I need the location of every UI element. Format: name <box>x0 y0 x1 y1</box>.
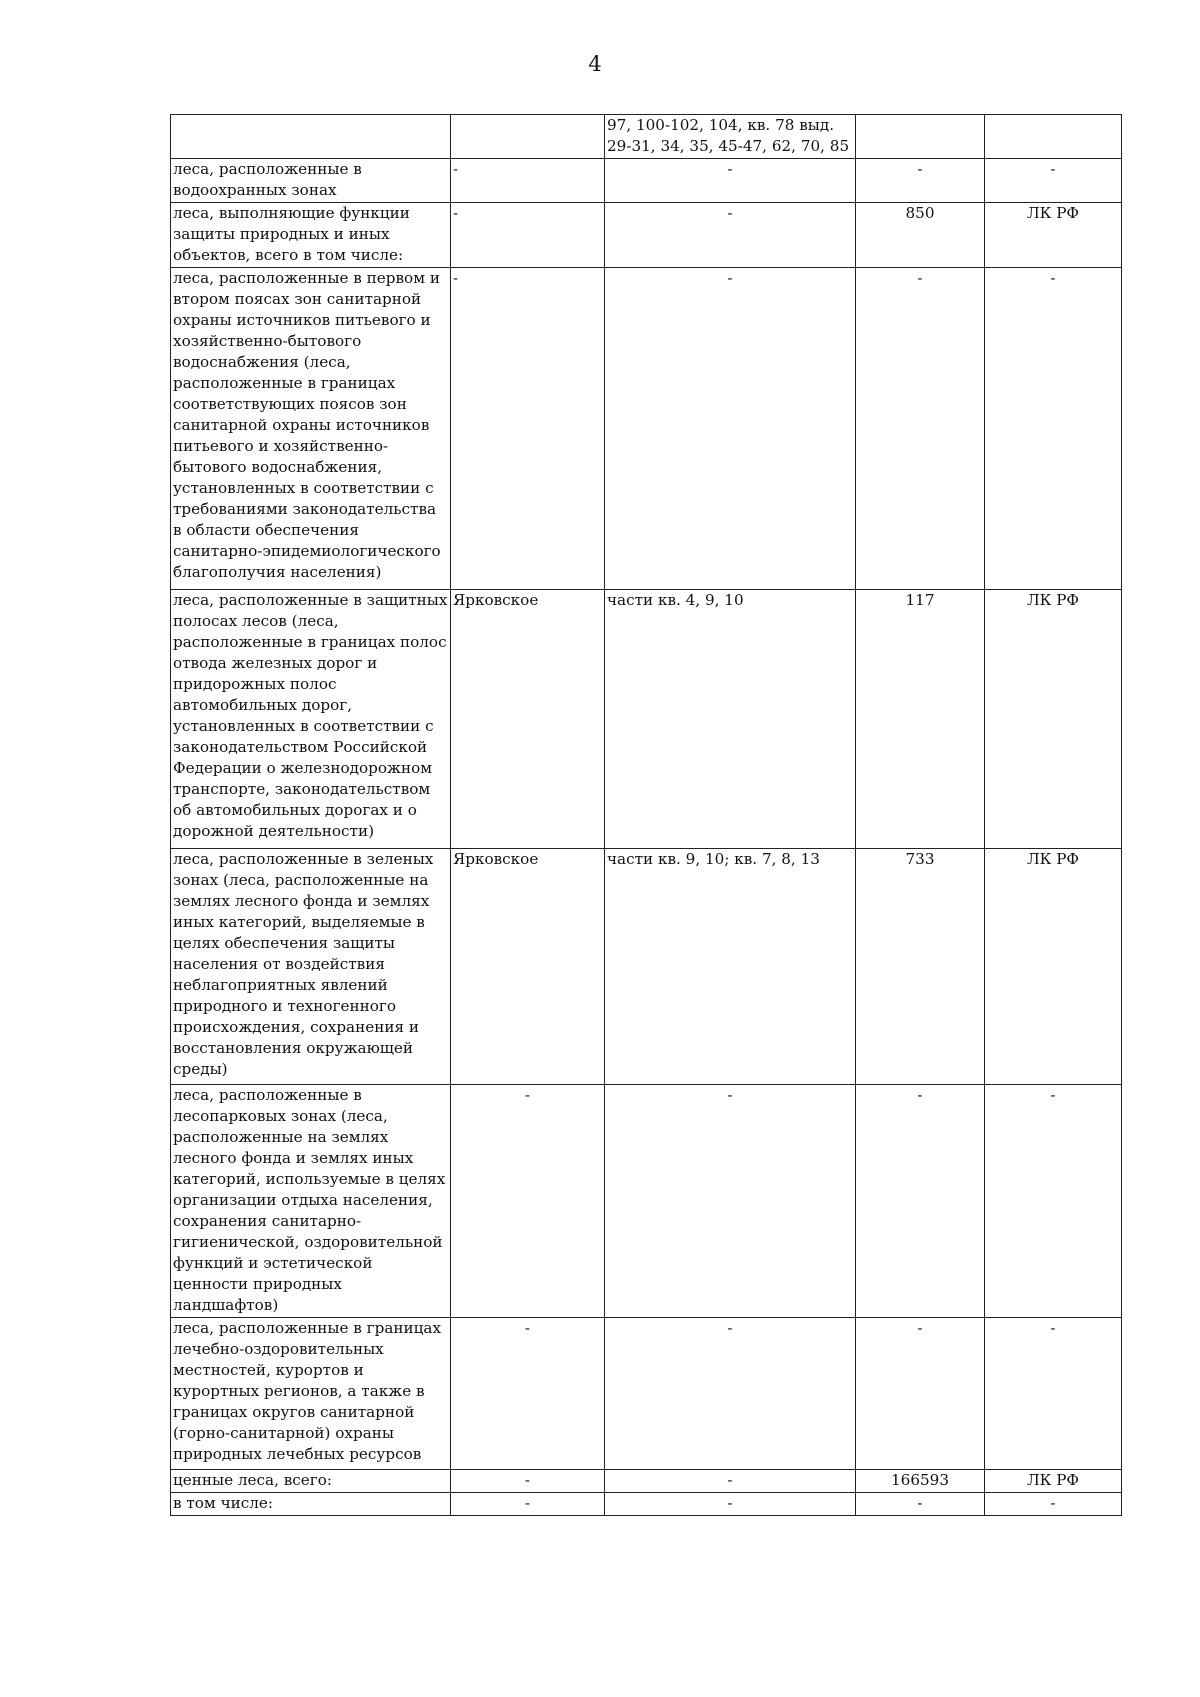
table-row <box>171 159 1122 203</box>
cell-category: ценные леса, всего: <box>171 1470 451 1493</box>
cell-area: - <box>856 1085 985 1318</box>
cell-forestry: Ярковское <box>451 849 605 1085</box>
cell-forestry: - <box>451 159 605 203</box>
cell-category: леса, расположенные в защитных полосах лесов (леса, расположенные в границах полос отвода железных дорог и придорожных полос автомобильных дорог, установленных в соответствии с законодательством Российской Федерации о железнодорожном транспорте, законодательством об автомобильных дорогах и о дорожной деятельности) <box>171 590 451 849</box>
table-row <box>171 1318 1122 1470</box>
table-row <box>171 115 1122 159</box>
forest-categories-table <box>170 114 1122 1516</box>
cell-area: - <box>856 268 985 590</box>
table-row <box>171 590 1122 849</box>
table-row <box>171 1085 1122 1318</box>
cell-forestry: - <box>451 203 605 268</box>
cell-area: - <box>856 159 985 203</box>
cell-basis: - <box>985 1085 1122 1318</box>
cell-area: 850 <box>856 203 985 268</box>
cell-quarters: части кв. 4, 9, 10 <box>605 590 856 849</box>
cell-forestry: - <box>451 1493 605 1516</box>
cell-category <box>171 115 451 159</box>
cell-category: леса, расположенные в первом и втором поясах зон санитарной охраны источников питьевого и хозяйственно-бытового водоснабжения (леса, расположенные в границах соответствующих поясов зон санитарной охраны источников питьевого и хозяйственно-бытового водоснабжения, установленных в соответствии с требованиями законодательства в области обеспечения санитарно-эпидемиологического благополучия населения) <box>171 268 451 590</box>
cell-area: - <box>856 1318 985 1470</box>
cell-basis: ЛК РФ <box>985 590 1122 849</box>
table-row <box>171 849 1122 1085</box>
cell-forestry <box>451 115 605 159</box>
cell-forestry: - <box>451 268 605 590</box>
cell-basis: - <box>985 1493 1122 1516</box>
cell-category: леса, расположенные в лесопарковых зонах (леса, расположенные на землях лесного фонда и землях иных категорий, используемые в целях организации отдыха населения, сохранения санитарно-гигиенической, оздоровительной функций и эстетической ценности природных ландшафтов) <box>171 1085 451 1318</box>
cell-forestry: - <box>451 1470 605 1493</box>
cell-basis <box>985 115 1122 159</box>
table-row <box>171 1493 1122 1516</box>
cell-category: в том числе: <box>171 1493 451 1516</box>
cell-basis: - <box>985 159 1122 203</box>
cell-basis: ЛК РФ <box>985 849 1122 1085</box>
table-row <box>171 268 1122 590</box>
cell-basis: - <box>985 268 1122 590</box>
table-row <box>171 1470 1122 1493</box>
cell-basis: ЛК РФ <box>985 1470 1122 1493</box>
cell-category: леса, расположенные в водоохранных зонах <box>171 159 451 203</box>
cell-quarters: - <box>605 1318 856 1470</box>
cell-area: 733 <box>856 849 985 1085</box>
cell-quarters: - <box>605 159 856 203</box>
cell-quarters: - <box>605 203 856 268</box>
cell-quarters: - <box>605 268 856 590</box>
cell-forestry: - <box>451 1318 605 1470</box>
cell-area: 166593 <box>856 1470 985 1493</box>
cell-area: 117 <box>856 590 985 849</box>
cell-basis: ЛК РФ <box>985 203 1122 268</box>
cell-category: леса, расположенные в зеленых зонах (леса, расположенные на землях лесного фонда и землях иных категорий, выделяемые в целях обеспечения защиты населения от воздействия неблагоприятных явлений природного и техногенного происхождения, сохранения и восстановления окружающей среды) <box>171 849 451 1085</box>
cell-basis: - <box>985 1318 1122 1470</box>
cell-quarters: - <box>605 1493 856 1516</box>
cell-category: леса, расположенные в границах лечебно-оздоровительных местностей, курортов и курортных регионов, а также в границах округов санитарной (горно-санитарной) охраны природных лечебных ресурсов <box>171 1318 451 1470</box>
cell-forestry: Ярковское <box>451 590 605 849</box>
cell-quarters: 97, 100-102, 104, кв. 78 выд. 29-31, 34, 35, 45-47, 62, 70, 85 <box>605 115 856 159</box>
page-number: 4 <box>588 52 602 76</box>
cell-category: леса, выполняющие функции защиты природных и иных объектов, всего в том числе: <box>171 203 451 268</box>
cell-quarters: части кв. 9, 10; кв. 7, 8, 13 <box>605 849 856 1085</box>
table-row <box>171 203 1122 268</box>
cell-quarters: - <box>605 1470 856 1493</box>
cell-forestry: - <box>451 1085 605 1318</box>
cell-quarters: - <box>605 1085 856 1318</box>
cell-area <box>856 115 985 159</box>
cell-area: - <box>856 1493 985 1516</box>
